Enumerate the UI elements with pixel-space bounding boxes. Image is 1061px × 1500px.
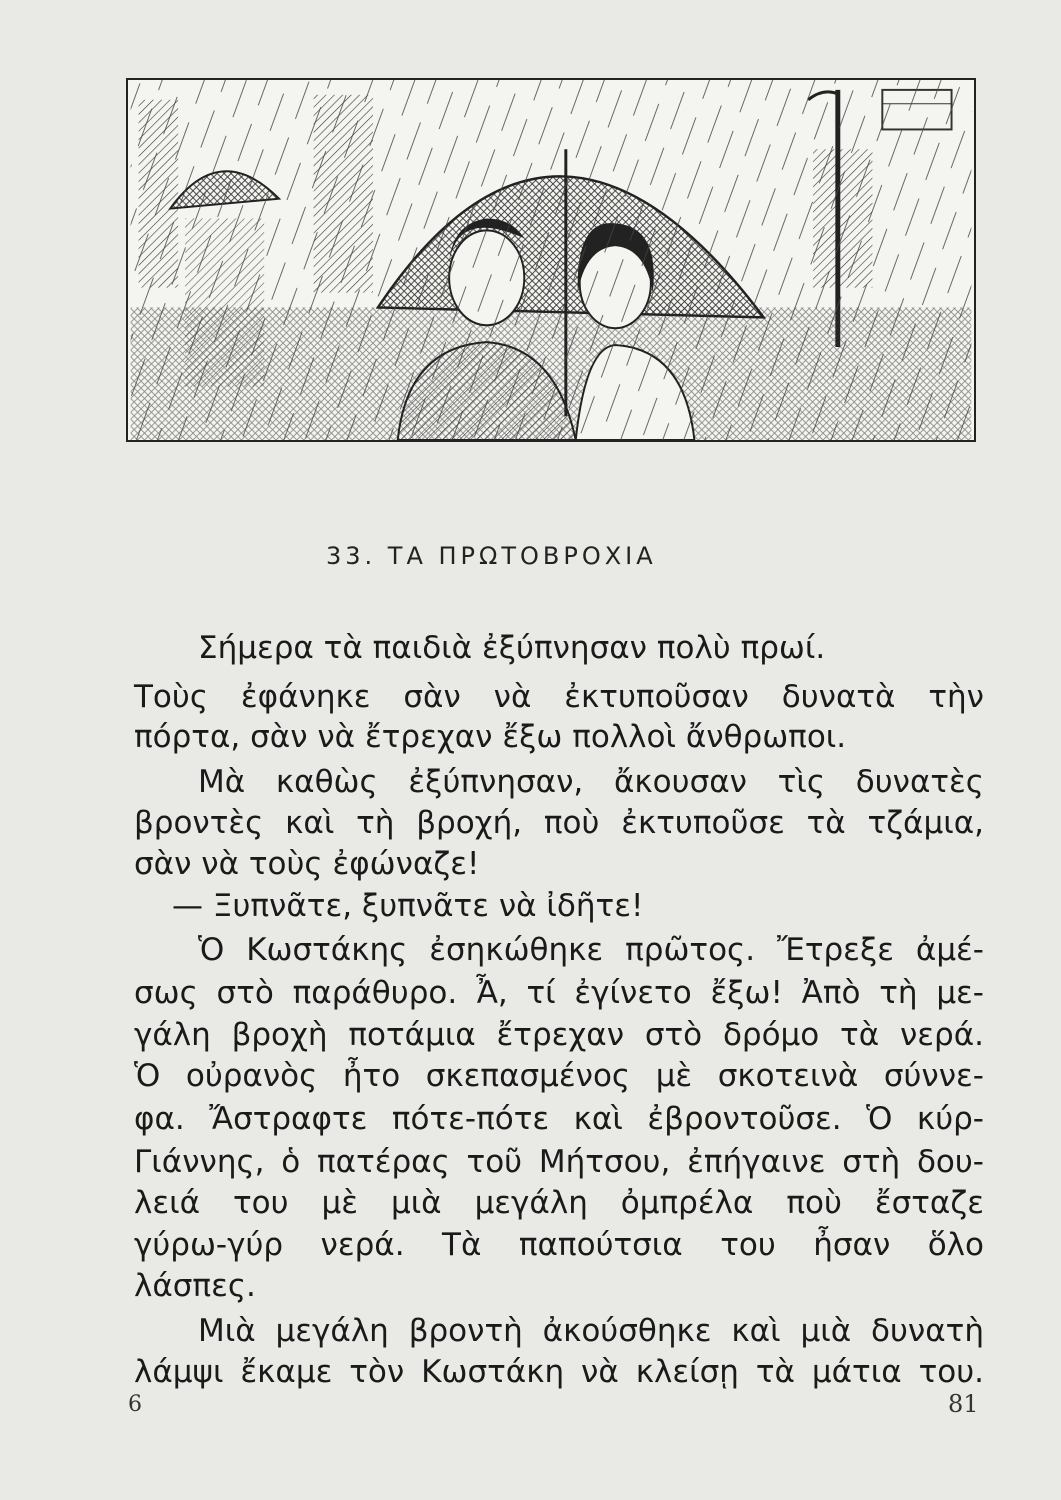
text-line: λάσπες. <box>134 1268 256 1304</box>
chapter-title: 33. ΤΑ ΠΡΩΤΟΒΡΟΧΙΑ <box>326 542 657 570</box>
text-line: λειά του μὲ μιὰ μεγάλη ὀμπρέλα ποὺ ἔσταζε <box>134 1185 984 1221</box>
text-line: Γιάννης, ὁ πατέρας τοῦ Μήτσου, ἐπήγαινε στὴ δου- <box>134 1144 984 1180</box>
page-number: 81 <box>948 1390 979 1418</box>
text-line: Τοὺς ἐφάνηκε σὰν νὰ ἐκτυποῦσαν δυνατὰ τὴν <box>134 679 984 715</box>
chapter-illustration <box>126 78 976 442</box>
rainy-street-illustration <box>128 80 974 440</box>
text-line: Μὰ καθὼς ἐξύπνησαν, ἄκουσαν τὶς δυνατὲς <box>198 764 984 800</box>
text-line: Μιὰ μεγάλη βροντὴ ἀκούσθηκε καὶ μιὰ δυνατὴ <box>198 1313 984 1349</box>
text-line: — Ξυπνᾶτε, ξυπνᾶτε νὰ ἰδῆτε! <box>172 888 644 924</box>
signature-mark: 6 <box>128 1392 142 1417</box>
rain <box>131 80 972 440</box>
text-line: βροντὲς καὶ τὴ βροχή, ποὺ ἐκτυποῦσε τὰ τζάμια, <box>134 805 984 841</box>
text-line: Ὁ Κωστάκης ἐσηκώθηκε πρῶτος. Ἔτρεξε ἀμέ- <box>198 932 984 968</box>
text-line: πόρτα, σὰν νὰ ἔτρεχαν ἔξω πολλοὶ ἄνθρωποι. <box>134 719 847 755</box>
text-line: σως στὸ παράθυρο. Ἆ, τί ἐγίνετο ἔξω! Ἀπὸ τὴ με- <box>134 975 984 1011</box>
text-line: λάμψι ἔκαμε τὸν Κωστάκη νὰ κλείσῃ τὰ μάτια του. <box>134 1354 984 1390</box>
text-line: γύρω-γύρ νερά. Τὰ παπούτσια του ἦσαν ὅλο <box>134 1227 984 1263</box>
text-line: Ὁ οὐρανὸς ἦτο σκεπασμένος μὲ σκοτεινὰ σύννε- <box>134 1058 984 1094</box>
text-line: σὰν νὰ τοὺς ἐφώναζε! <box>134 846 480 882</box>
text-line: γάλη βροχὴ ποτάμια ἔτρεχαν στὸ δρόμο τὰ νερά. <box>134 1017 984 1053</box>
text-line: Σήμερα τὰ παιδιὰ ἐξύπνησαν πολὺ πρωί. <box>198 630 826 666</box>
text-line: φα. Ἄστραφτε πότε-πότε καὶ ἐβροντοῦσε. Ὁ κύρ- <box>134 1101 984 1137</box>
